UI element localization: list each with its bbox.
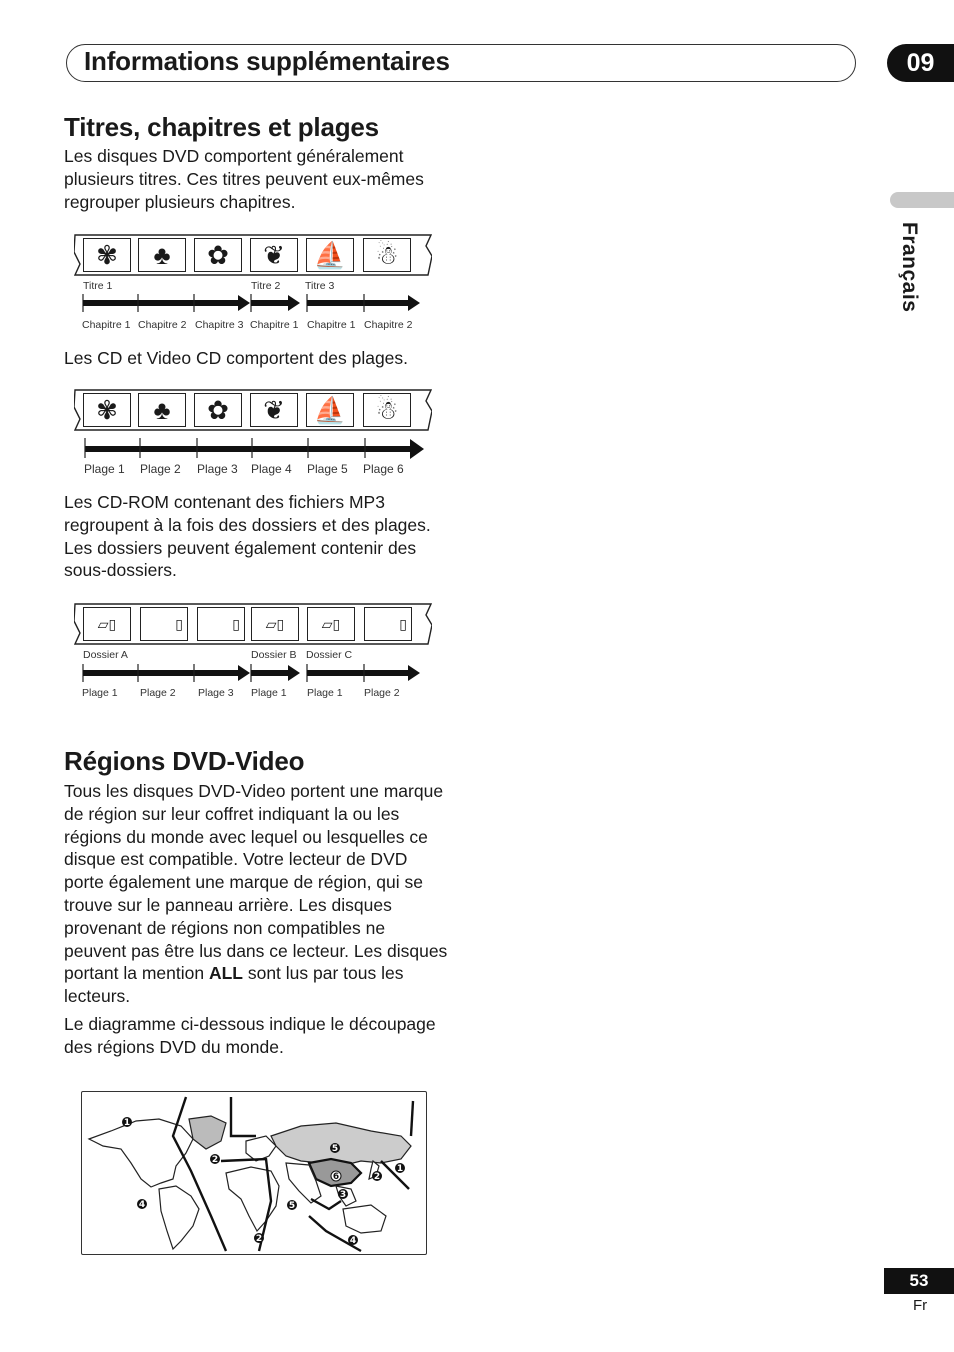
dvd-arrows: [80, 292, 425, 314]
mp3-paragraph: Les CD-ROM contenant des fichiers MP3 regroupent à la fois des dossiers et des plages. Les dossiers peuvent également contenir des sous-dossiers.: [64, 492, 431, 581]
leaf-icon: ✾: [83, 393, 131, 427]
folder-label: Dossier C: [306, 649, 353, 661]
folder-file-icon: ▱▯: [83, 607, 131, 641]
region-number: 2: [211, 1155, 219, 1165]
flower-icon: ✿: [194, 393, 242, 427]
cd-arrow: [82, 436, 427, 460]
skater-icon: ☃: [363, 393, 411, 427]
all-label: ALL: [208, 963, 243, 984]
page-number: 53: [884, 1268, 954, 1294]
page-language-code: Fr: [913, 1297, 928, 1314]
region-number: 5: [288, 1201, 296, 1211]
skater-icon: ☃: [363, 238, 411, 272]
toucan-icon: ❦: [250, 238, 298, 272]
track-label: Plage 1: [84, 462, 125, 476]
file-icon: ▯: [197, 607, 245, 641]
region-number: 3: [339, 1190, 347, 1200]
chapter-label: Chapitre 3: [195, 319, 244, 331]
track-label: Plage 4: [251, 462, 292, 476]
mp3-arrows: [80, 662, 425, 684]
windsurf-icon: ⛵: [306, 238, 354, 272]
region-number: 5: [331, 1144, 339, 1154]
chapter-number: 09: [887, 44, 954, 82]
title-label: Titre 1: [83, 280, 113, 292]
chapter-label: Chapitre 1: [82, 319, 131, 331]
map-intro-paragraph: Le diagramme ci-dessous indique le découpage des régions DVD du monde.: [64, 1014, 436, 1057]
chapter-label: Chapitre 2: [364, 319, 413, 331]
region-number: 4: [138, 1200, 146, 1210]
track-label: Plage 5: [307, 462, 348, 476]
regions-paragraph: [64, 780, 449, 1008]
track-label: Plage 2: [140, 687, 176, 699]
region-number: 2: [373, 1172, 381, 1182]
folder-label: Dossier A: [83, 649, 128, 661]
intro-paragraph: Les disques DVD comportent généralement plusieurs titres. Ces titres peuvent eux-mêmes regrouper plusieurs chapitres.: [64, 146, 424, 212]
flower-icon: ✿: [194, 238, 242, 272]
folder-file-icon: ▱▯: [251, 607, 299, 641]
region-number: 2: [255, 1234, 263, 1244]
cd-paragraph: Les CD et Video CD comportent des plages.: [64, 348, 409, 368]
windsurf-icon: ⛵: [306, 393, 354, 427]
toucan-icon: ❦: [250, 393, 298, 427]
regions-text: Tous les disques DVD-Video portent une marque de région sur leur coffret indiquant la ou les régions du monde avec lequel ou lesquelles ce disque est compatible. Votre lecteur de DVD porte également une marque de région, qui se trouve sur le panneau arrière. Les disques provenant de régions non compatibles ne peuvent pas être lus dans ce lecteur. Les disques portant la mention: [64, 781, 448, 984]
file-icon: ▯: [364, 607, 412, 641]
region-number: 6: [332, 1172, 340, 1182]
region-number: 4: [349, 1236, 357, 1246]
cd-film-strip: [74, 389, 432, 431]
section-title-regions: Régions DVD-Video: [64, 746, 305, 776]
section-title-titles: Titres, chapitres et plages: [64, 112, 379, 142]
language-tab-bar: [890, 192, 954, 208]
header-title: Informations supplémentaires: [84, 46, 450, 76]
track-label: Plage 2: [364, 687, 400, 699]
title-label: Titre 2: [251, 280, 281, 292]
track-label: Plage 1: [82, 687, 118, 699]
folder-file-icon: ▱▯: [307, 607, 355, 641]
region-number: 1: [123, 1118, 131, 1128]
track-label: Plage 1: [307, 687, 343, 699]
title-label: Titre 3: [305, 280, 335, 292]
dvd-film-strip: [74, 234, 432, 276]
track-label: Plage 6: [363, 462, 404, 476]
chapter-label: Chapitre 1: [250, 319, 299, 331]
chapter-label: Chapitre 2: [138, 319, 187, 331]
tree-icon: ♣: [138, 393, 186, 427]
region-number: 1: [396, 1164, 404, 1174]
file-icon: ▯: [140, 607, 188, 641]
leaf-icon: ✾: [83, 238, 131, 272]
world-region-map: [81, 1091, 427, 1255]
chapter-label: Chapitre 1: [307, 319, 356, 331]
track-label: Plage 3: [197, 462, 238, 476]
regions-text-end: sont lus par tous les lecteurs.: [64, 963, 404, 1007]
track-label: Plage 2: [140, 462, 181, 476]
tree-icon: ♣: [138, 238, 186, 272]
track-label: Plage 1: [251, 687, 287, 699]
track-label: Plage 3: [198, 687, 234, 699]
language-label: Français: [898, 222, 921, 313]
folder-label: Dossier B: [251, 649, 297, 661]
mp3-film-strip: [74, 603, 432, 645]
